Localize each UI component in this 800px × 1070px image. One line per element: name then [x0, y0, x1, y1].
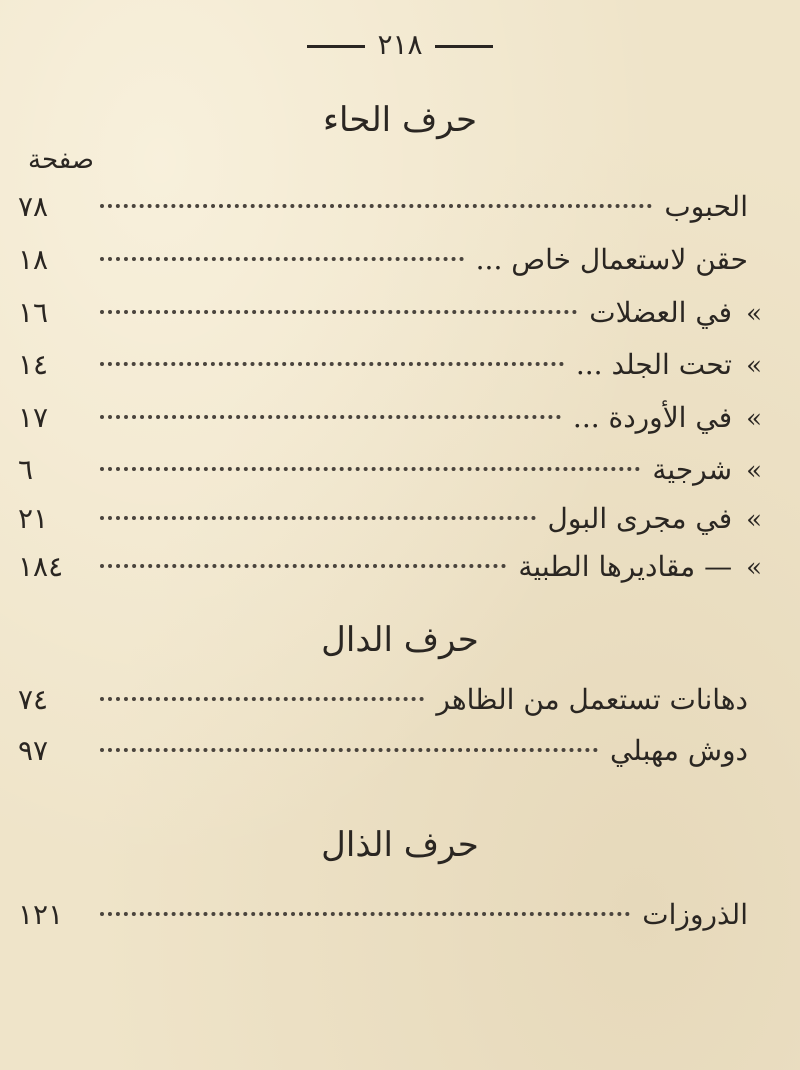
index-entry	[18, 190, 762, 234]
index-entry	[18, 401, 762, 445]
entry-page-number: ٦	[18, 453, 34, 486]
entry-text: شرجية	[652, 453, 733, 486]
page-header	[0, 28, 800, 61]
entry-page-number: ١٨	[18, 243, 49, 276]
index-entry	[18, 683, 762, 727]
section-title-dhal: حرف الذال	[321, 825, 479, 865]
entry-page-number: ٧٨	[18, 190, 49, 223]
entry-text: في الأوردة ...	[572, 401, 733, 434]
entry-text: حقن لاستعمال خاص ...	[475, 243, 748, 276]
entry-text: تحت الجلد ...	[575, 348, 733, 381]
entry-mark: »	[746, 456, 762, 486]
dot-leader	[100, 516, 536, 520]
entry-text: دوش مهبلي	[609, 734, 748, 767]
dot-leader	[100, 362, 564, 366]
entry-mark: »	[746, 404, 762, 434]
dot-leader	[100, 415, 561, 419]
entry-page-number: ٧٤	[18, 683, 49, 716]
index-entry	[18, 734, 762, 778]
entry-text: دهانات تستعمل من الظاهر	[436, 683, 748, 716]
dot-leader	[100, 257, 464, 261]
entry-mark: »	[746, 505, 762, 535]
entry-mark: »	[746, 351, 762, 381]
index-entry	[18, 348, 762, 392]
dot-leader	[100, 310, 577, 314]
index-entry	[18, 453, 762, 497]
dot-leader	[100, 564, 506, 568]
entry-page-number: ١٤	[18, 348, 49, 381]
entry-text: — مقاديرها الطبية	[518, 550, 733, 583]
section-title-haa: حرف الحاء	[323, 100, 477, 140]
entry-text: الحبوب	[664, 190, 748, 223]
entry-text: في العضلات	[589, 296, 733, 329]
index-entry	[18, 898, 762, 942]
entry-mark: »	[746, 299, 762, 329]
dot-leader	[100, 912, 630, 916]
dot-leader	[100, 204, 652, 208]
entry-page-number: ٩٧	[18, 734, 49, 767]
index-entry	[18, 243, 762, 287]
header-dash-right	[435, 45, 493, 48]
entry-page-number: ٢١	[18, 502, 49, 535]
page-number: ٢١٨	[377, 28, 423, 61]
entry-page-number: ١٧	[18, 401, 49, 434]
section-title-dal: حرف الدال	[321, 620, 479, 660]
entry-page-number: ١٨٤	[18, 550, 64, 583]
entry-page-number: ١٢١	[18, 898, 64, 931]
dot-leader	[100, 748, 598, 752]
dot-leader	[100, 467, 640, 471]
header-dash-left	[307, 45, 365, 48]
entry-page-number: ١٦	[18, 296, 49, 329]
entry-mark: »	[746, 553, 762, 583]
entry-text: الذروزات	[642, 898, 748, 931]
index-entry	[18, 550, 762, 594]
dot-leader	[100, 697, 424, 701]
index-entry	[18, 502, 762, 546]
index-entry	[18, 296, 762, 340]
entry-text: في مجرى البول	[547, 502, 733, 535]
page-column-label: صفحة	[28, 145, 94, 175]
